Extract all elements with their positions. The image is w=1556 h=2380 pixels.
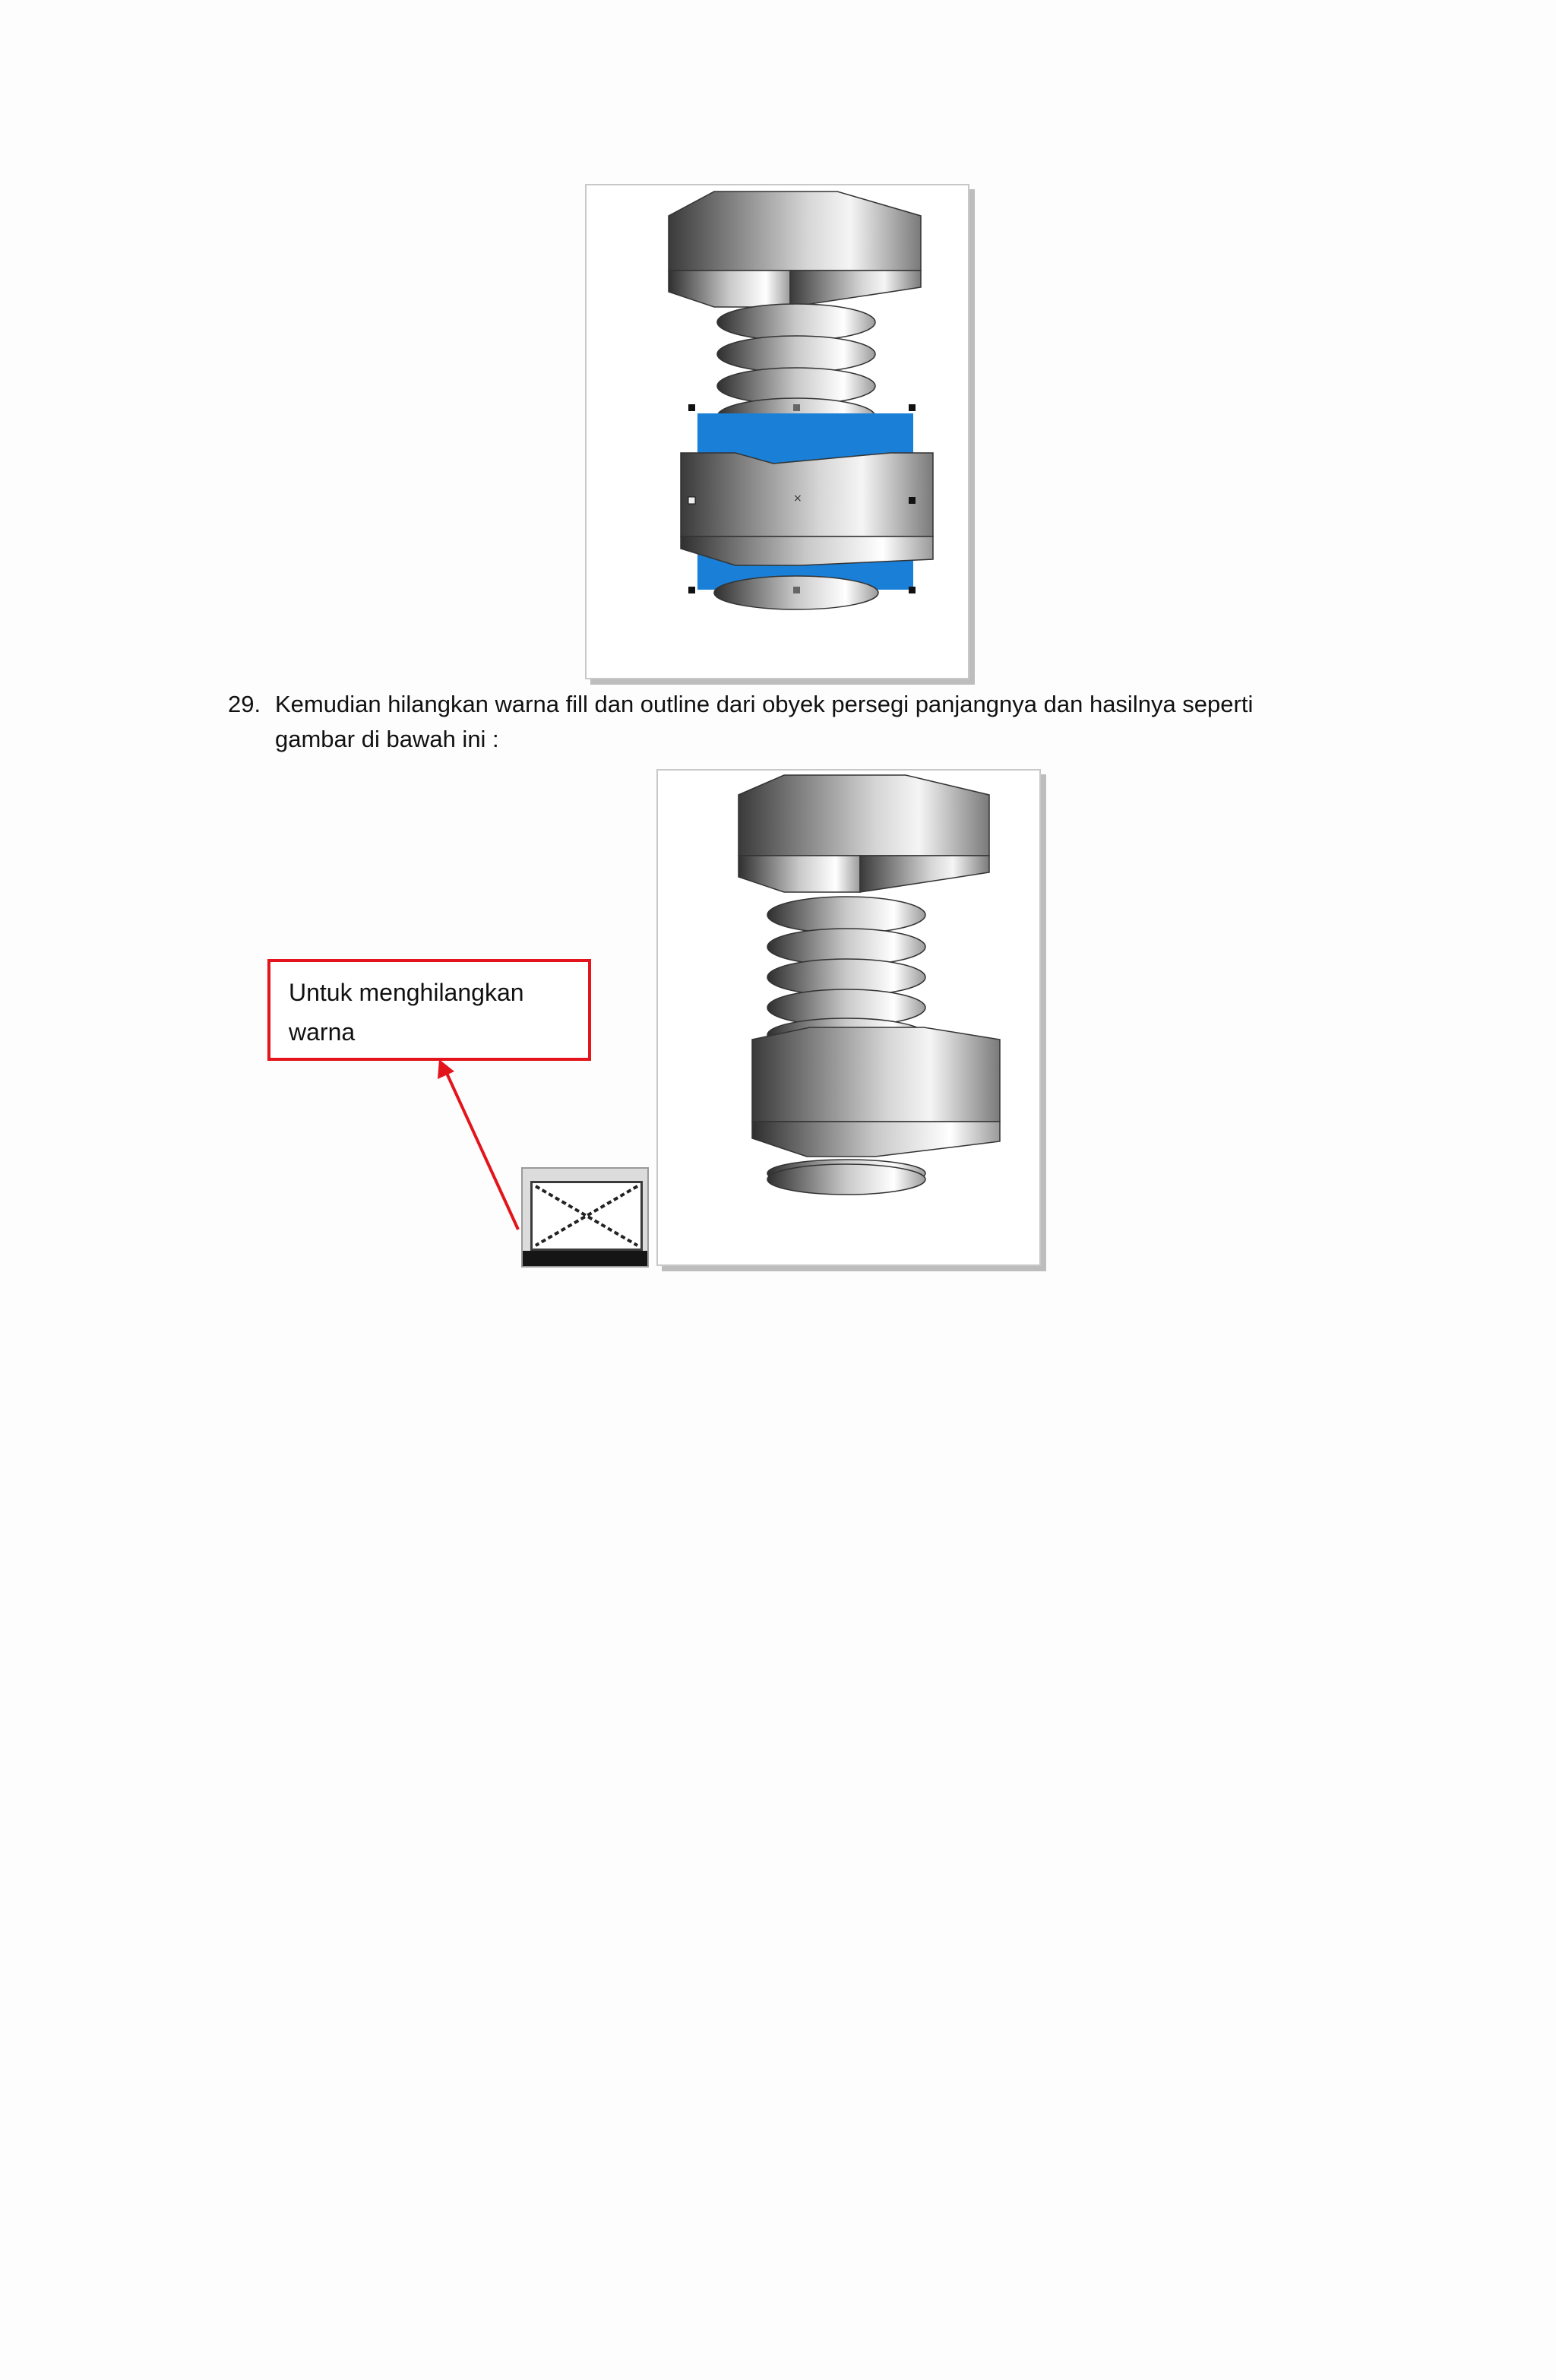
center-x-marker-icon: × (793, 492, 802, 505)
swatch-bottom-bar (523, 1251, 647, 1266)
no-fill-swatch-button[interactable] (521, 1167, 649, 1268)
step-text-line-2: gambar di bawah ini : (275, 726, 499, 752)
callout-line-1: Untuk menghilangkan (289, 979, 524, 1006)
step-number: 29. (228, 691, 261, 717)
callout-line-2: warna (289, 1018, 356, 1046)
no-fill-x-icon (530, 1181, 643, 1251)
step-text-line-1: Kemudian hilangkan warna fill dan outline dari obyek persegi panjangnya dan hasilnya seperti (275, 691, 1254, 717)
